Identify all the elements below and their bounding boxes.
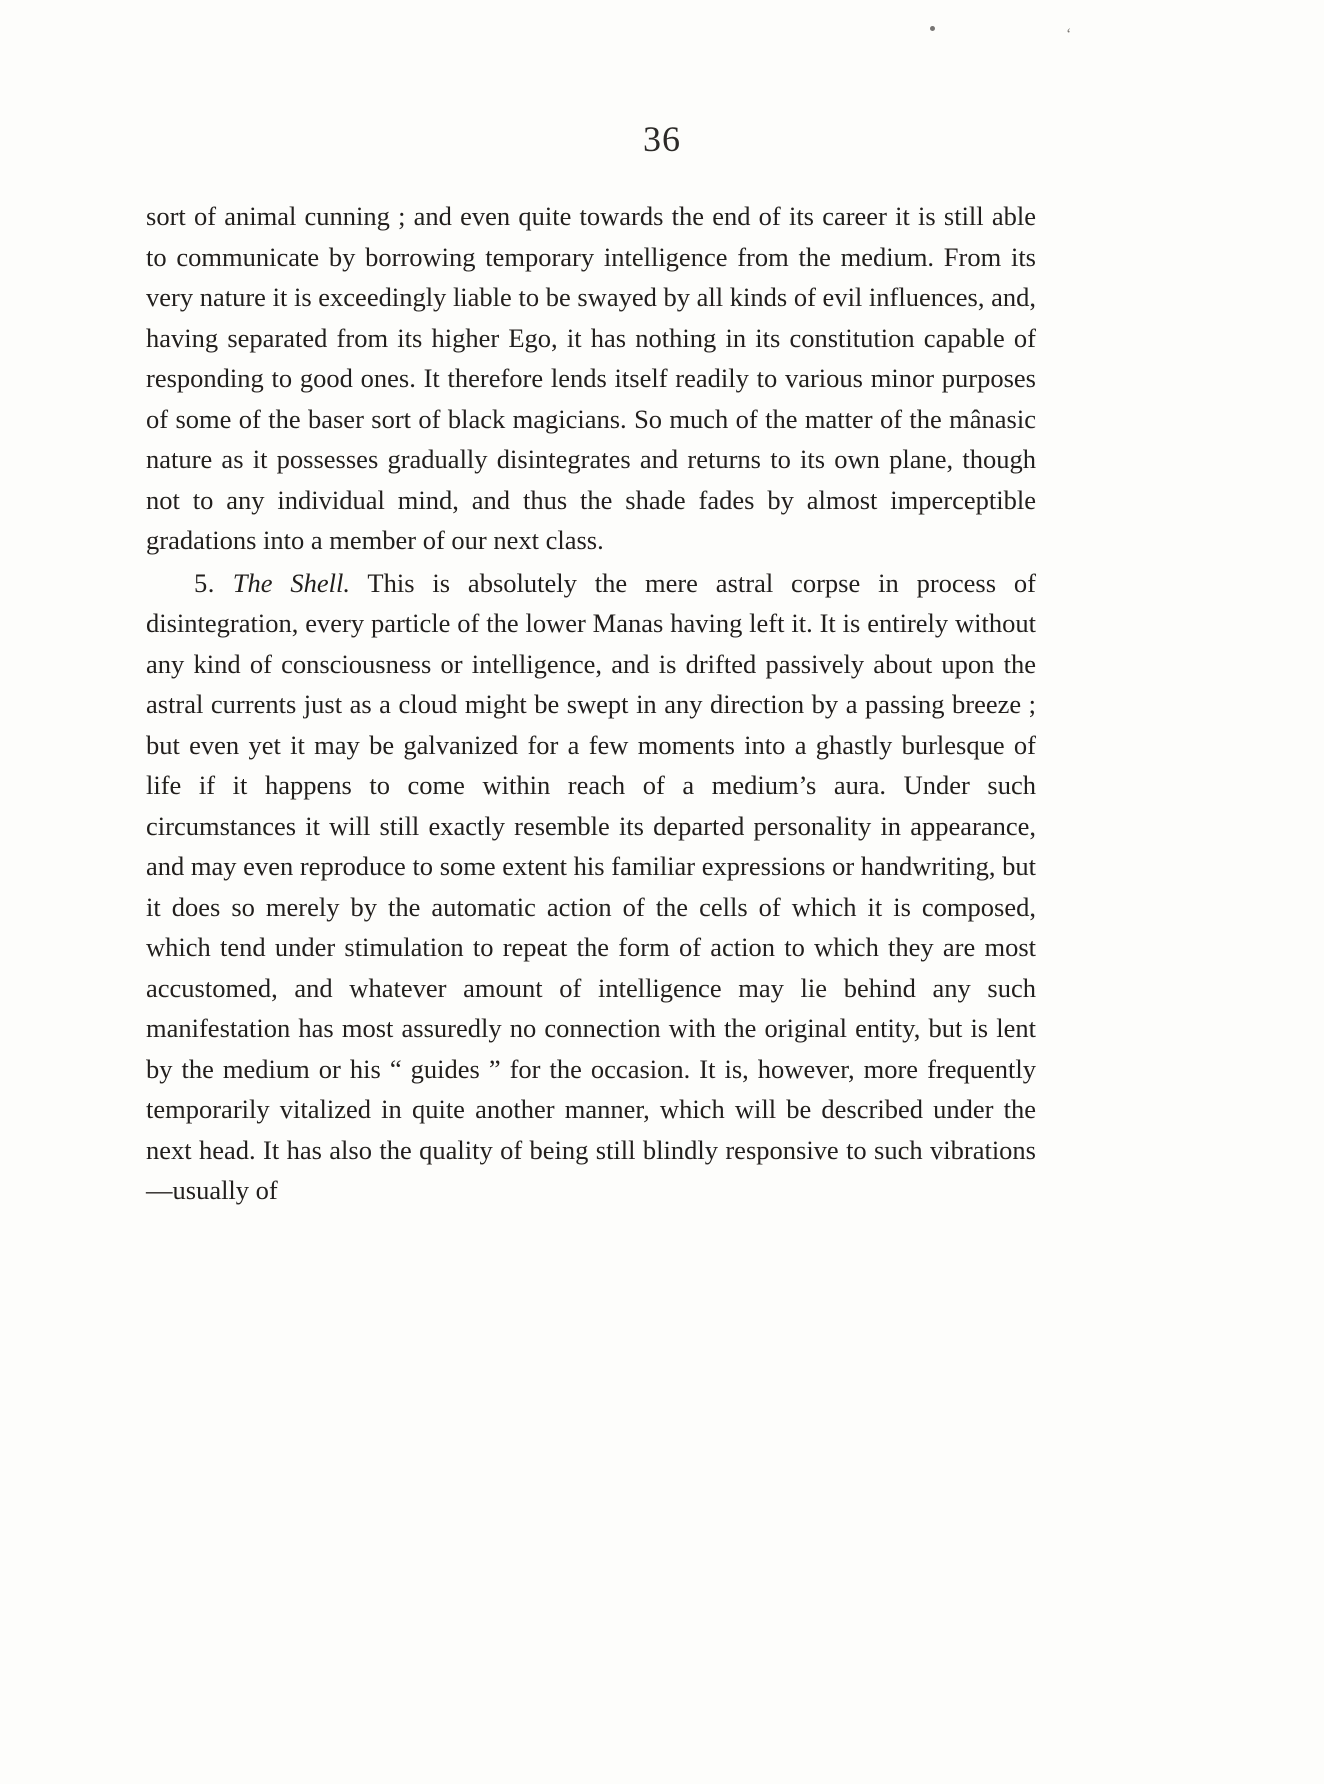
paragraph-shade: sort of animal cunning ; and even quite towards the end of its career it is still able to communicate by borrowing temporary intelligence from the medium. From its very nature it is exceedingly liable to be swayed by all kinds of evil influences, and, having separated from its higher Ego, it has nothing in its constitution capable of responding to good ones. It therefore lends itself readily to various minor purposes of some of the baser sort of black magicians. So much of the matter of the mânasic nature as it possesses gradually disintegrates and returns to its own plane, though not to any individual mind, and thus the shade fades by almost imperceptible gradations into a member of our next class. <box>146 201 1036 555</box>
page-number: 36 <box>643 119 681 159</box>
list-number: 5. <box>194 567 215 598</box>
paragraph-shell-text: This is absolutely the mere astral corpse in process of disintegration, every particle of the lower Manas having left it. It is entirely without any kind of consciousness or intelligence, and is drifted passively about upon the astral currents just as a cloud might be swept in any direction by a passing breeze ; but even yet it may be galvanized for a few moments into a ghastly burlesque of life if it happens to come within reach of a medium’s aura. Under such circumstances it will still exactly resemble its departed personality in appearance, and may even reproduce to some extent his familiar expressions or handwriting, but it does so merely by the automatic action of the cells of which it is composed, which tend under stimulation to repeat the form of action to which they are most accustomed, and whatever amount of intelligence may lie behind any such manifestation has most assuredly no connection with the original entity, but is lent by the medium or his “ guides ” for the occasion. It is, however, more frequently temporarily vitalized in quite another manner, which will be described under the next head. It has also the quality of being still blindly responsive to such vibrations—usually of <box>146 567 1037 1205</box>
paragraph-shell <box>146 563 1036 1211</box>
ink-tick-mark: ‘ <box>1066 26 1072 43</box>
ink-dot-mark <box>930 26 935 31</box>
section-title-shell: The Shell. <box>232 567 350 598</box>
body-text <box>146 196 1036 1211</box>
